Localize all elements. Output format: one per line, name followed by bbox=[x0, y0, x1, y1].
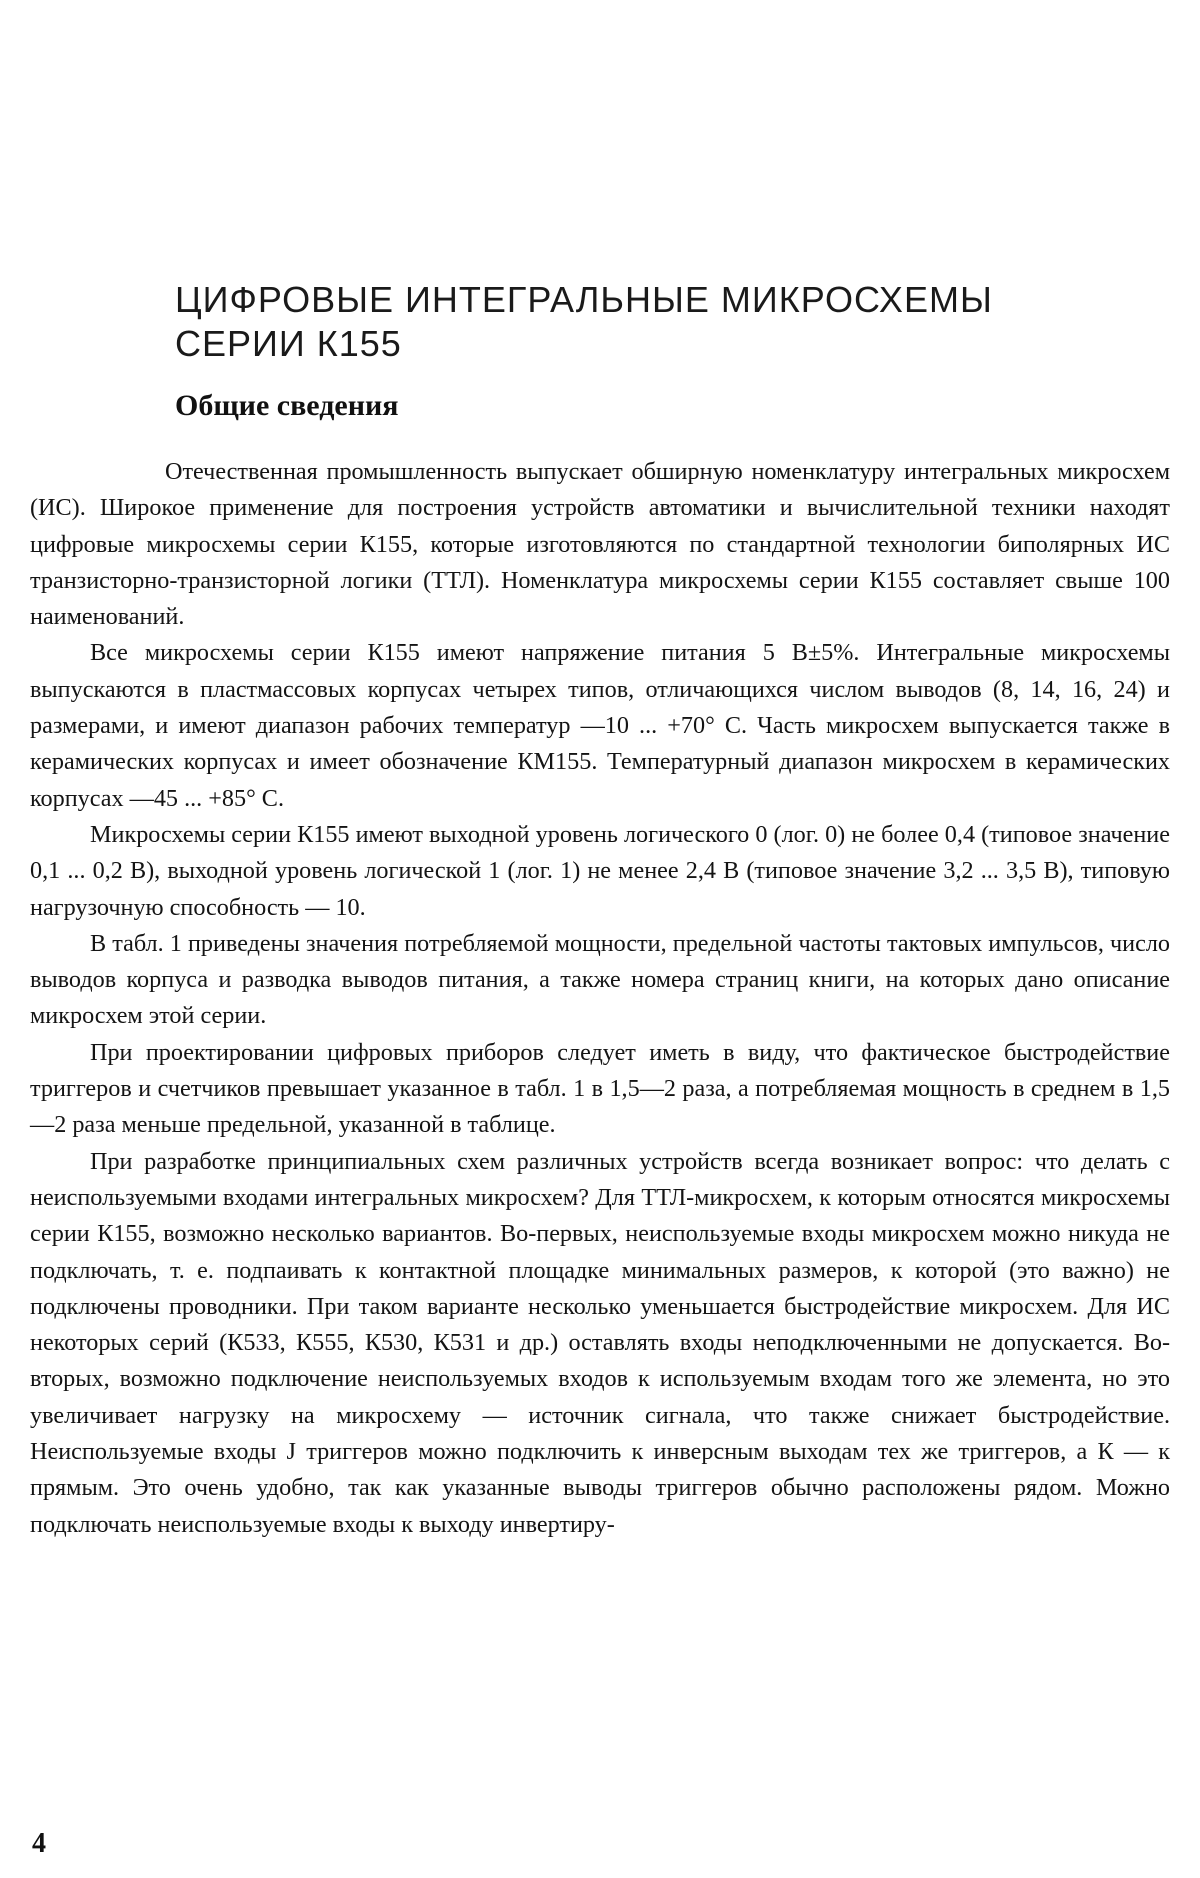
paragraph-1: Отечественная промышленность выпускает обширную номенклатуру интегральных микросхем (ИС). Широкое применение для построения устройств автоматики и вычислительной техники находят цифровые микросхемы серии К155, которые изготовляются по стандартной технологии биполярных ИС транзисторно-транзисторной логики (ТТЛ). Номенклатура микросхемы серии К155 составляет свыше 100 наименований. bbox=[30, 458, 1170, 631]
body-text bbox=[30, 454, 1170, 1543]
paragraph-5: При проектировании цифровых приборов следует иметь в виду, что фактическое быстродействие триггеров и счетчиков превышает указанное в табл. 1 в 1,5—2 раза, а потребляемая мощность в среднем в 1,5—2 раза меньше предельной, указанной в таблице. bbox=[30, 1038, 1170, 1139]
paragraph-6: При разработке принципиальных схем различных устройств всегда возникает вопрос: что делать с неиспользуемыми входами интегральных микросхем? Для ТТЛ-микросхем, к которым относятся микросхемы серии К155, возможно несколько вариантов. Во-первых, неиспользуемые входы микросхем можно никуда не подключать, т. е. подпаивать к контактной площадке минимальных размеров, к которой (это важно) не подключены проводники. При таком варианте несколько уменьшается быстродействие микросхем. Для ИС некоторых серий (К533, К555, К530, К531 и др.) оставлять входы неподключенными не допускается. Во-вторых, возможно подключение неиспользуемых входов к используемым входам того же элемента, но это увеличивает нагрузку на микросхему — источник сигнала, что также снижает быстродействие. Неиспользуемые входы J триггеров можно подключить к инверсным выходам тех же триггеров, а К — к прямым. Это очень удобно, так как указанные выводы триггеров обычно расположены рядом. Можно подключать неиспользуемые входы к выходу инвертиру- bbox=[30, 1147, 1170, 1538]
section-heading: Общие сведения bbox=[175, 389, 399, 422]
paragraph-2: Все микросхемы серии К155 имеют напряжение питания 5 В±5%. Интегральные микросхемы выпускаются в пластмассовых корпусах четырех типов, отличающихся числом выводов (8, 14, 16, 24) и размерами, и имеют диапазон рабочих температур —10 ... +70° С. Часть микросхем выпускается также в керамических корпусах и имеет обозначение КМ155. Температурный диапазон микросхем в керамических корпусах —45 ... +85° С. bbox=[30, 639, 1170, 812]
chapter-title-line-1: ЦИФРОВЫЕ ИНТЕГРАЛЬНЫЕ МИКРОСХЕМЫ bbox=[175, 279, 993, 320]
paragraph-4: В табл. 1 приведены значения потребляемой мощности, предельной частоты тактовых импульсов, число выводов корпуса и разводка выводов питания, а также номера страниц книги, на которых дано описание микросхем этой серии. bbox=[30, 929, 1170, 1030]
paragraph-3: Микросхемы серии К155 имеют выходной уровень логического 0 (лог. 0) не более 0,4 (типовое значение 0,1 ... 0,2 В), выходной уровень логической 1 (лог. 1) не менее 2,4 В (типовое значение 3,2 ... 3,5 В), типовую нагрузочную способность — 10. bbox=[30, 820, 1170, 921]
chapter-title bbox=[175, 278, 1095, 366]
chapter-title-line-2: СЕРИИ К155 bbox=[175, 323, 402, 364]
page-number: 4 bbox=[32, 1828, 46, 1859]
